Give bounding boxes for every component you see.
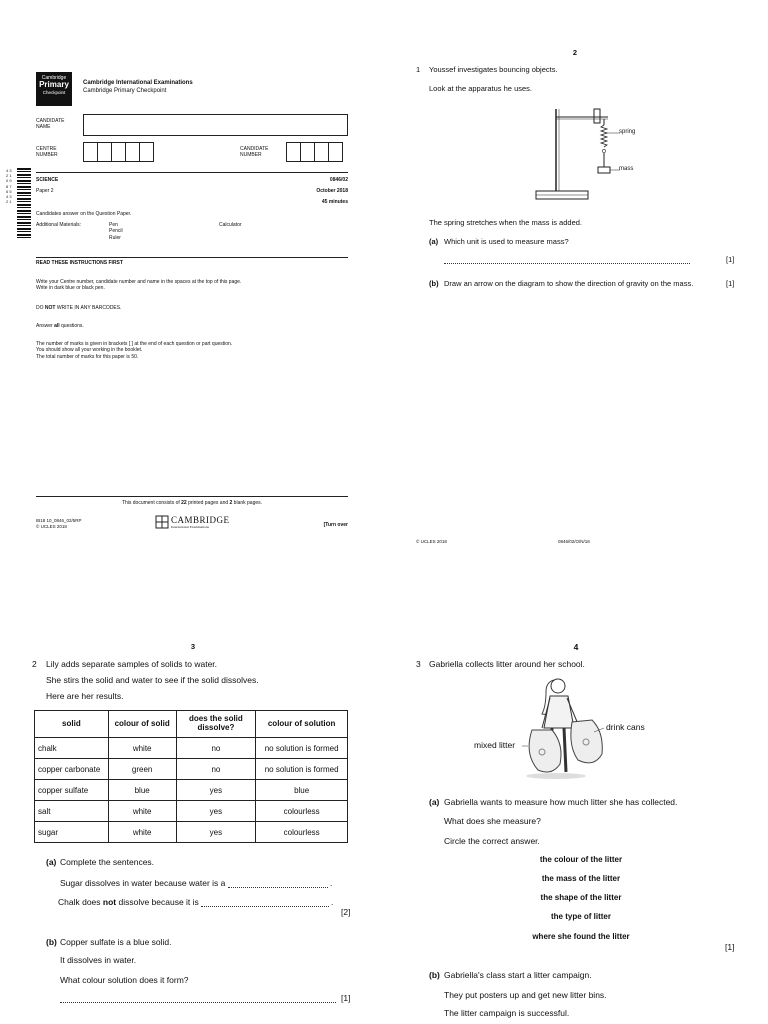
answer-option[interactable]: the shape of the litter: [540, 893, 622, 902]
duration: 45 minutes: [321, 199, 348, 205]
question-text: Lily adds separate samples of solids to water.: [46, 659, 218, 669]
footer-code: IB18 10_0846_02/5RP © UCLES 2018: [36, 518, 82, 529]
answer-option[interactable]: the colour of the litter: [539, 855, 623, 864]
divider: [36, 172, 348, 173]
marks: [1]: [725, 942, 735, 952]
part-label: (b): [429, 279, 439, 288]
answer-line[interactable]: [201, 906, 329, 907]
marks: [1]: [726, 255, 735, 264]
table-row: [35, 738, 348, 759]
logo-line-3: Checkpoint: [42, 90, 66, 96]
table-cell: yes: [176, 780, 256, 801]
materials-extra: Calculator: [219, 222, 242, 228]
barcode-digits: 4 3 2 1 0 9 8 7 6 5 4 3 2 1: [6, 168, 12, 205]
table-cell: no: [176, 759, 256, 780]
table-row: [35, 801, 348, 822]
table-cell: copper sulfate: [35, 780, 109, 801]
question-number: 2: [32, 659, 37, 669]
exam-org: Cambridge International Examinations: [83, 80, 193, 86]
question-number: 3: [416, 659, 421, 669]
table-header: solid: [35, 711, 109, 738]
part-label: (a): [46, 857, 57, 867]
page-number: 4: [573, 642, 579, 652]
logo-line-1: Cambridge: [41, 75, 67, 81]
divider: [36, 496, 348, 497]
part-text: What colour solution does it form?: [60, 975, 189, 985]
subject: SCIENCE: [36, 177, 59, 183]
candidate-name-field[interactable]: [83, 114, 348, 136]
instruction-4: The number of marks is given in brackets [ ] at the end of each question or part question. You should show all your working in the booklet. The total number of marks for this paper is 50.: [36, 341, 233, 360]
table-cell: blue: [108, 780, 176, 801]
sentence-1: Sugar dissolves in water because water is a: [60, 878, 226, 888]
candidate-number-label: CANDIDATE NUMBER: [240, 146, 269, 159]
table-cell: no: [176, 738, 256, 759]
answer-line[interactable]: [444, 263, 690, 264]
mass-label: mass: [619, 166, 634, 172]
table-cell: sugar: [35, 822, 109, 843]
part-text: Circle the correct answer.: [444, 836, 540, 846]
part-label: (b): [46, 937, 57, 947]
table-cell: no solution is formed: [256, 738, 348, 759]
question-text: Gabriella collects litter around her school.: [429, 659, 585, 669]
question-text: Youssef investigates bouncing objects.: [429, 65, 558, 74]
page-count: This document consists of 22 printed pages and 2 blank pages.: [121, 500, 263, 506]
table-cell: copper carbonate: [35, 759, 109, 780]
question-text: The spring stretches when the mass is added.: [429, 218, 582, 227]
instructions-heading: READ THESE INSTRUCTIONS FIRST: [36, 260, 123, 266]
marks: [2]: [341, 907, 351, 917]
table-row: [35, 759, 348, 780]
table-cell: no solution is formed: [256, 759, 348, 780]
candidate-number-field[interactable]: [287, 142, 343, 162]
table-row: [35, 780, 348, 801]
candidate-name-label: CANDIDATE NAME: [36, 118, 65, 131]
table-header: colour of solution: [256, 711, 348, 738]
answer-note: Candidates answer on the Question Paper.: [36, 211, 132, 217]
part-text: Gabriella wants to measure how much litter she has collected.: [444, 797, 678, 807]
materials-label: Additional Materials:: [36, 222, 82, 228]
checkpoint-logo: [36, 72, 72, 106]
question-number: 1: [416, 65, 421, 74]
mixed-litter-label: mixed litter: [474, 740, 516, 750]
spring-label: spring: [619, 129, 636, 135]
part-text: Complete the sentences.: [60, 857, 155, 867]
part-text: Draw an arrow on the diagram to show the direction of gravity on the mass.: [444, 279, 694, 288]
instruction-2: DO NOT WRITE IN ANY BARCODES.: [36, 305, 122, 311]
question-text: She stirs the solid and water to see if the solid dissolves.: [46, 675, 259, 685]
answer-option[interactable]: the mass of the litter: [541, 874, 621, 883]
table-cell: yes: [176, 801, 256, 822]
table-cell: colourless: [256, 822, 348, 843]
answer-option[interactable]: the type of litter: [550, 912, 611, 921]
answer-option[interactable]: where she found the litter: [532, 932, 630, 941]
footer-right: 0846/02/O/N/18: [558, 539, 590, 544]
marks: [1]: [341, 993, 351, 1003]
results-table: [34, 710, 348, 843]
sentence-2: Chalk does not dissolve because it is: [58, 897, 199, 907]
logo-line-2: Primary: [39, 80, 69, 90]
part-text: Which unit is used to measure mass?: [444, 237, 569, 246]
centre-number-label: CENTRE NUMBER: [36, 146, 58, 159]
answer-line[interactable]: [60, 1002, 336, 1003]
footer-left: © UCLES 2018: [416, 539, 447, 544]
turn-over: [Turn over: [323, 522, 348, 528]
spring-apparatus-diagram: [530, 105, 650, 205]
part-text: What does she measure?: [444, 816, 541, 826]
table-row: [35, 822, 348, 843]
part-text: The litter campaign is successful.: [444, 1008, 570, 1018]
part-text: They put posters up and get new litter bins.: [444, 990, 607, 1000]
materials-list: Pen Pencil Ruler: [109, 222, 123, 241]
question-text: Here are her results.: [46, 691, 124, 701]
table-cell: white: [108, 738, 176, 759]
question-text: Look at the apparatus he uses.: [429, 84, 532, 93]
part-label: (a): [429, 237, 439, 246]
session: October 2018: [316, 188, 348, 194]
table-cell: salt: [35, 801, 109, 822]
table-cell: chalk: [35, 738, 109, 759]
part-text: Gabriella's class start a litter campaign.: [444, 970, 592, 980]
part-label: (b): [429, 970, 440, 980]
table-header: does the solid dissolve?: [176, 711, 256, 738]
instruction-1: Write your Centre number, candidate number and name in the spaces at the top of this page. Write in dark blue or black pen.: [36, 279, 242, 292]
answer-line[interactable]: [228, 887, 328, 888]
page-number: 3: [190, 642, 196, 651]
part-text: Copper sulfate is a blue solid.: [60, 937, 172, 947]
paper-code: 0846/02: [329, 177, 348, 183]
part-label: (a): [429, 797, 440, 807]
marks: [1]: [726, 279, 735, 288]
divider: [36, 257, 348, 258]
table-header: colour of solid: [108, 711, 176, 738]
table-cell: white: [108, 822, 176, 843]
barcode: [17, 168, 31, 240]
paper-number: Paper 2: [36, 188, 54, 194]
page-number: 2: [572, 48, 578, 57]
table-cell: yes: [176, 822, 256, 843]
instruction-3: Answer all questions.: [36, 323, 84, 329]
table-cell: green: [108, 759, 176, 780]
part-text: It dissolves in water.: [60, 955, 137, 965]
crest-icon: [155, 515, 169, 529]
table-cell: blue: [256, 780, 348, 801]
drink-cans-label: drink cans: [606, 722, 645, 732]
table-cell: white: [108, 801, 176, 822]
exam-name: Cambridge Primary Checkpoint: [83, 88, 167, 94]
centre-number-field[interactable]: [84, 142, 154, 162]
table-cell: colourless: [256, 801, 348, 822]
